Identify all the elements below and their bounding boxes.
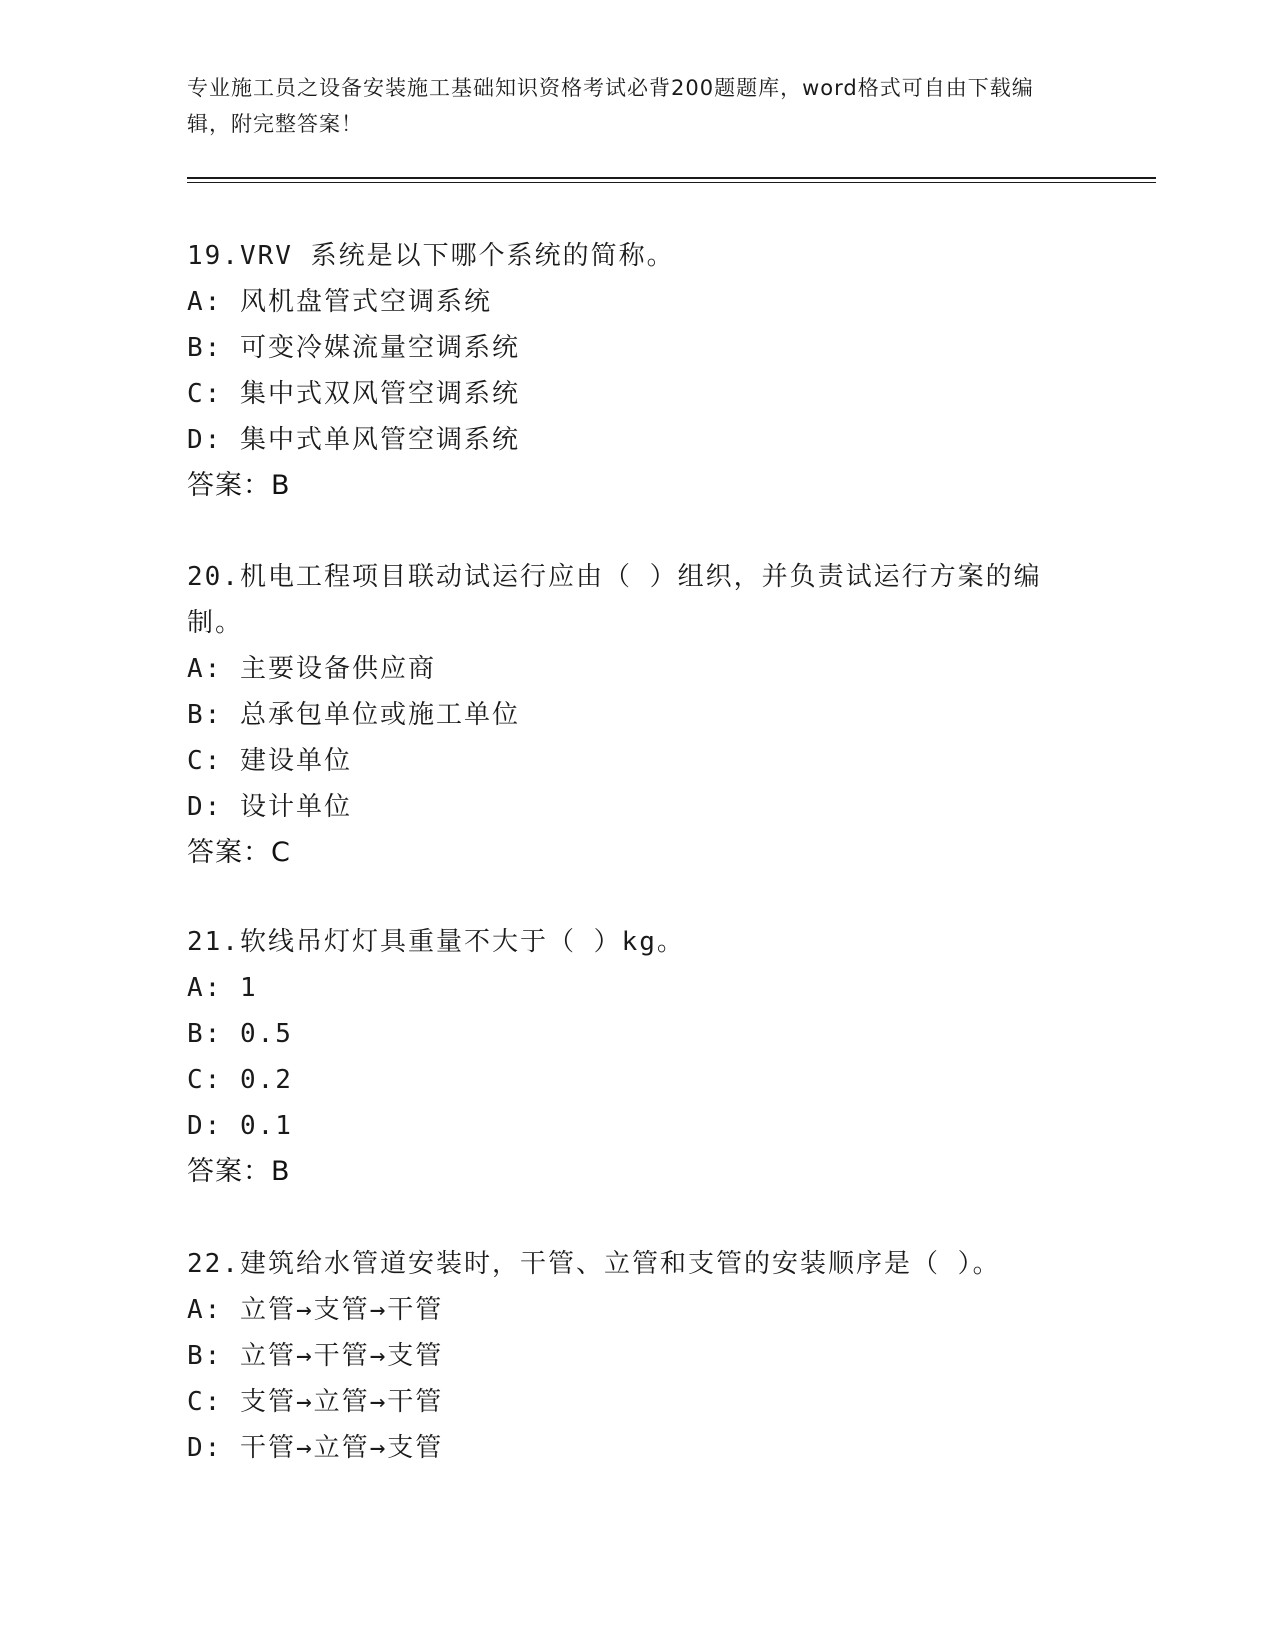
option-c: C: 0.2: [187, 1065, 293, 1095]
option-b: B: 立管→干管→支管: [187, 1341, 444, 1371]
question-stem: 21.软线吊灯灯具重量不大于（ ）kg。: [187, 927, 685, 957]
header-divider-thin: [187, 182, 1156, 183]
question-19: [187, 233, 1067, 509]
option-d: D: 0.1: [187, 1111, 293, 1141]
answer-line: 答案：B: [187, 1156, 291, 1187]
option-c: C: 集中式双风管空调系统: [187, 379, 520, 409]
question-stem: 22.建筑给水管道安装时，干管、立管和支管的安装顺序是（ ）。: [187, 1249, 1001, 1279]
question-22: [187, 1241, 1067, 1471]
option-d: D: 集中式单风管空调系统: [187, 425, 520, 455]
answer-line: 答案：C: [187, 837, 291, 868]
answer-line: 答案：B: [187, 470, 291, 501]
question-stem: 20.机电工程项目联动试运行应由（ ）组织，并负责试运行方案的编制。: [187, 562, 1042, 638]
question-stem: 19.VRV 系统是以下哪个系统的简称。: [187, 241, 675, 271]
option-c: C: 支管→立管→干管: [187, 1387, 444, 1417]
question-20: [187, 554, 1067, 876]
header-divider-thick: [187, 177, 1156, 179]
option-c: C: 建设单位: [187, 746, 352, 776]
option-a: A: 立管→支管→干管: [187, 1295, 444, 1325]
option-b: B: 总承包单位或施工单位: [187, 700, 520, 730]
option-a: A: 1: [187, 973, 258, 1003]
option-d: D: 干管→立管→支管: [187, 1433, 444, 1463]
option-d: D: 设计单位: [187, 792, 352, 822]
question-21: [187, 919, 1067, 1195]
option-a: A: 主要设备供应商: [187, 654, 436, 684]
document-header-description: 专业施工员之设备安装施工基础知识资格考试必背200题题库，word格式可自由下载编辑，附完整答案！: [187, 76, 1034, 136]
option-b: B: 0.5: [187, 1019, 293, 1049]
option-b: B: 可变冷媒流量空调系统: [187, 333, 520, 363]
option-a: A: 风机盘管式空调系统: [187, 287, 492, 317]
